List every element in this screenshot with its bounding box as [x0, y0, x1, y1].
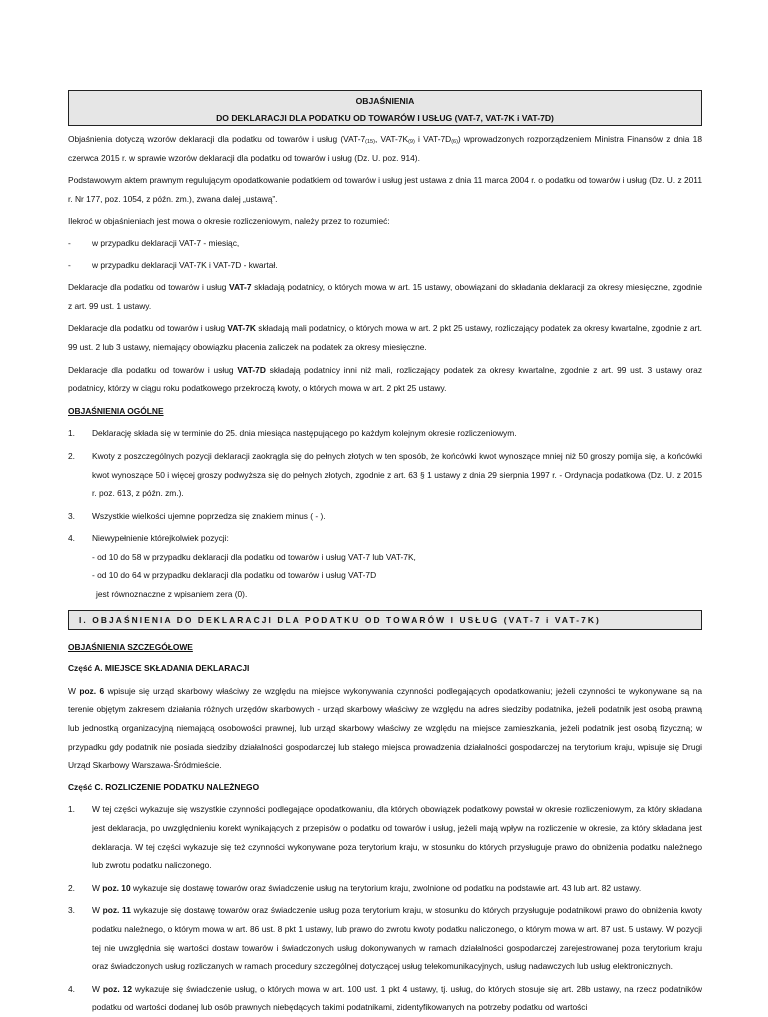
para-text: wykazuje się świadczenie usług, o których mowa w art. 100 ust. 1 pkt 4 ustawy, tj. usług, do których stosuje się art. 28b ustawy, na rzecz podatników podatku od wartości dodanej lub osób prawnych niebędących takimi podatnikami, zidentyfikowanych na potrzeby podatku od wartości — [92, 983, 703, 1013]
period-list — [68, 234, 702, 274]
position-ref: poz. 11 — [102, 905, 131, 916]
position-ref: poz. 12 — [102, 983, 132, 994]
detail-heading: OBJAŚNIENIA SZCZEGÓŁOWE — [68, 641, 193, 652]
intro-text: i VAT-7D — [414, 134, 452, 144]
item-number: 1. — [68, 804, 75, 815]
intro-text: ) wprowadzonych rozporządzeniem Ministra Finansów z dnia 18 czerwca 2015 r. w sprawie wzorów deklaracji dla podatku od towarów i usług (Dz. U. poz. 914). — [68, 134, 702, 163]
list-item — [68, 256, 702, 275]
part-c-heading: Część C. ROZLICZENIE PODATKU NALEŻNEGO — [68, 781, 260, 792]
intro-text: Objaśnienia dotyczą wzorów deklaracji dla podatku od towarów i usług (VAT-7 — [68, 134, 366, 144]
position-ref: poz. 10 — [102, 882, 131, 893]
item-text: Wszystkie wielkości ujemne poprzedza się znakiem minus ( - ). — [92, 510, 326, 521]
intro-paragraph-3: Ilekroć w objaśnieniach jest mowa o okresie rozliczeniowym, należy przez to rozumieć: — [68, 216, 390, 227]
list-item-text: w przypadku deklaracji VAT-7K i VAT-7D - kwartał. — [92, 259, 278, 270]
item-text — [92, 901, 702, 975]
item-text: Deklarację składa się w terminie do 25. dnia miesiąca następującego po każdym kolejnym okresie rozliczeniowym. — [92, 428, 517, 439]
para-text: W — [92, 905, 103, 916]
version-subscript: (6) — [451, 139, 458, 145]
para-text: W — [68, 685, 80, 696]
item-text — [92, 980, 702, 1017]
item-text: Kwoty z poszczególnych pozycji deklaracji zaokrągla się do pełnych złotych w ten sposób, że końcówki kwot wynoszące mniej niż 50 groszy pomija się, a końcówki kwot wynoszące 50 i więcej groszy podwyższa się do pełnych złotych, zgodnie z art. 63 § 1 ustawy z dnia 29 sierpnia 1997 r. - Ordynacja podatkowa (Dz. U. z 2015 r. poz. 613, z późn. zm.). — [92, 450, 702, 499]
intro-text: , VAT-7K — [374, 134, 409, 144]
general-heading: OBJAŚNIENIA OGÓLNE — [68, 405, 164, 416]
intro-paragraph-1 — [68, 130, 702, 167]
section-1-bar: I. OBJAŚNIENIA DO DEKLARACJI DLA PODATKU OD TOWARÓW I USŁUG (VAT-7 i VAT-7K) — [68, 610, 702, 630]
part-c-item-1 — [68, 800, 702, 874]
item-text — [92, 879, 702, 898]
intro-text: składają mali podatnicy, o których mowa w art. 2 pkt 25 ustawy, rozliczający podatek za okresy kwartalne, zgodnie z art. 99 ust. 2 lub 3 ustawy, niemający obowiązku płacenia zaliczek na podatek za okresy miesięczne. — [68, 323, 702, 352]
part-c-item-2 — [68, 879, 702, 898]
dash-marker: - — [68, 259, 71, 270]
dash-marker: - — [68, 237, 71, 248]
general-item-1 — [68, 424, 702, 443]
item-number: 3. — [68, 510, 75, 521]
intro-text: Deklaracje dla podatku od towarów i usług — [68, 323, 228, 334]
intro-paragraph-vat7d — [68, 361, 702, 398]
form-code: VAT-7D — [237, 364, 266, 375]
general-item-4 — [68, 529, 702, 548]
item-number: 1. — [68, 428, 75, 439]
item-text: W tej części wykazuje się wszystkie czynności podlegające opodatkowaniu, dla których obowiązek podatkowy powstał w okresie rozliczeniowym, za który składana jest deklaracja, po uwzględnieniu korekt wynikających z przepisów o podatku od towarów i usług, jeżeli mają wpływ na rozliczenie w okresie, za który składana jest deklaracja. W tej części wykazuje się też czynności wykonywane poza terytorium kraju, w stosunku do których przysługuje prawo do obniżenia podatku należnego lub zwrotu podatku naliczonego. — [92, 804, 702, 871]
part-c-item-3 — [68, 901, 702, 975]
form-code: VAT-7K — [227, 323, 256, 334]
item-number: 3. — [68, 905, 75, 916]
intro-text: Deklaracje dla podatku od towarów i usług — [68, 282, 230, 293]
intro-text: Deklaracje dla podatku od towarów i usług — [68, 364, 238, 375]
para-text: wykazuje się dostawę towarów oraz świadczenie usług na terytorium kraju, zwolnione od podatku na podstawie art. 43 lub art. 82 ustawy. — [130, 882, 642, 893]
para-text: wykazuje się dostawę towarów oraz świadczenie usług poza terytorium kraju, w stosunku do których przysługuje podatnikowi prawo do obniżenia kwoty podatku należnego, o którym mowa w art. 86 ust. 8 pkt 1 ustawy, lub prawo do zwrotu kwoty podatku naliczonego, o którym mowa w art. 87 ust. 5 ustawy. W pozycji tej nie uwzględnia się wartości dostaw towarów i świadczonych usług dokonywanych w ramach działalności gospodarczej zarejestrowanej poza terytorium kraju oraz świadczonych usług rozliczanych w ramach procedury szczególnej dotyczącej usług telekomunikacyjnych, usług nadawczych lub usług elektronicznych. — [92, 905, 702, 972]
item-text: Niewypełnienie którejkolwiek pozycji: — [92, 533, 229, 544]
intro-text: składają podatnicy inni niż mali, rozliczający podatek za okresy kwartalne, zgodnie z art. 99 ust. 3 ustawy oraz podatnicy, którzy w ciągu roku podatkowego przekroczą kwoty, o których mowa w art. 2 pkt 25 ustawy. — [68, 364, 703, 394]
item4-range-2: - od 10 do 64 w przypadku deklaracji dla podatku od towarów i usług VAT-7D — [92, 570, 377, 581]
version-subscript: (9) — [408, 139, 415, 145]
form-code: VAT-7 — [229, 282, 252, 293]
general-item-2 — [68, 447, 702, 503]
intro-paragraph-2: Podstawowym aktem prawnym regulującym opodatkowanie podatkiem od towarów i usług jest ustawa z dnia 11 marca 2004 r. o podatku od towarów i usług (Dz. U. z 2011 r. Nr 177, poz. 1054, z późn. zm.), zwana dalej „ustawą”. — [68, 175, 702, 204]
item4-conclusion: jest równoznaczne z wpisaniem zera (0). — [96, 589, 248, 600]
intro-text: składają podatnicy, o których mowa w art. 15 ustawy, obowiązani do składania deklaracji za okresy miesięczne, zgodnie z art. 99 ust. 1 ustawy. — [68, 282, 702, 311]
version-subscript: (15) — [365, 139, 375, 145]
para-text: wpisuje się urząd skarbowy właściwy ze względu na miejsce wykonywania czynności podlegających opodatkowaniu; jeżeli czynności te wykonywane są na terenie objętym zakresem działania różnych urzędów skarbowych - urząd skarbowy właściwy ze względu na adres siedziby podatnika, jeżeli podatnik jest osobą prawną lub jednostką organizacyjną niemającą osobowości prawnej, lub urząd skarbowy właściwy ze względu na miejsce zamieszkania, jeżeli podatnik jest osobą fizyczną; w przypadku gdy podatnik nie posiada siedziby działalności gospodarczej lub stałego miejsca prowadzenia działalności gospodarczej na terytorium kraju, wpisuje się Drugi Urząd Skarbowy Warszawa-Śródmieście. — [68, 685, 703, 771]
intro-paragraph-vat7 — [68, 278, 702, 315]
list-item-text: w przypadku deklaracji VAT-7 - miesiąc, — [92, 237, 240, 248]
title-line-1: OBJAŚNIENIA — [355, 96, 415, 106]
list-item — [68, 234, 702, 253]
para-text: W — [92, 882, 103, 893]
part-c-item-4 — [68, 980, 702, 1017]
item-number: 4. — [68, 983, 75, 994]
title-box — [68, 90, 702, 126]
part-a-paragraph — [68, 682, 702, 775]
para-text: W — [92, 983, 103, 994]
position-ref: poz. 6 — [79, 685, 105, 696]
item4-range-1: - od 10 do 58 w przypadku deklaracji dla podatku od towarów i usług VAT-7 lub VAT-7K, — [92, 551, 416, 562]
part-a-heading: Część A. MIEJSCE SKŁADANIA DEKLARACJI — [68, 663, 250, 674]
item-number: 4. — [68, 533, 75, 544]
general-item-3 — [68, 507, 702, 526]
document-page — [68, 90, 702, 1017]
title-line-2: DO DEKLARACJI DLA PODATKU OD TOWARÓW I USŁUG (VAT-7, VAT-7K i VAT-7D) — [216, 113, 554, 123]
item-number: 2. — [68, 450, 75, 461]
intro-paragraph-vat7k — [68, 319, 702, 356]
item-number: 2. — [68, 882, 75, 893]
